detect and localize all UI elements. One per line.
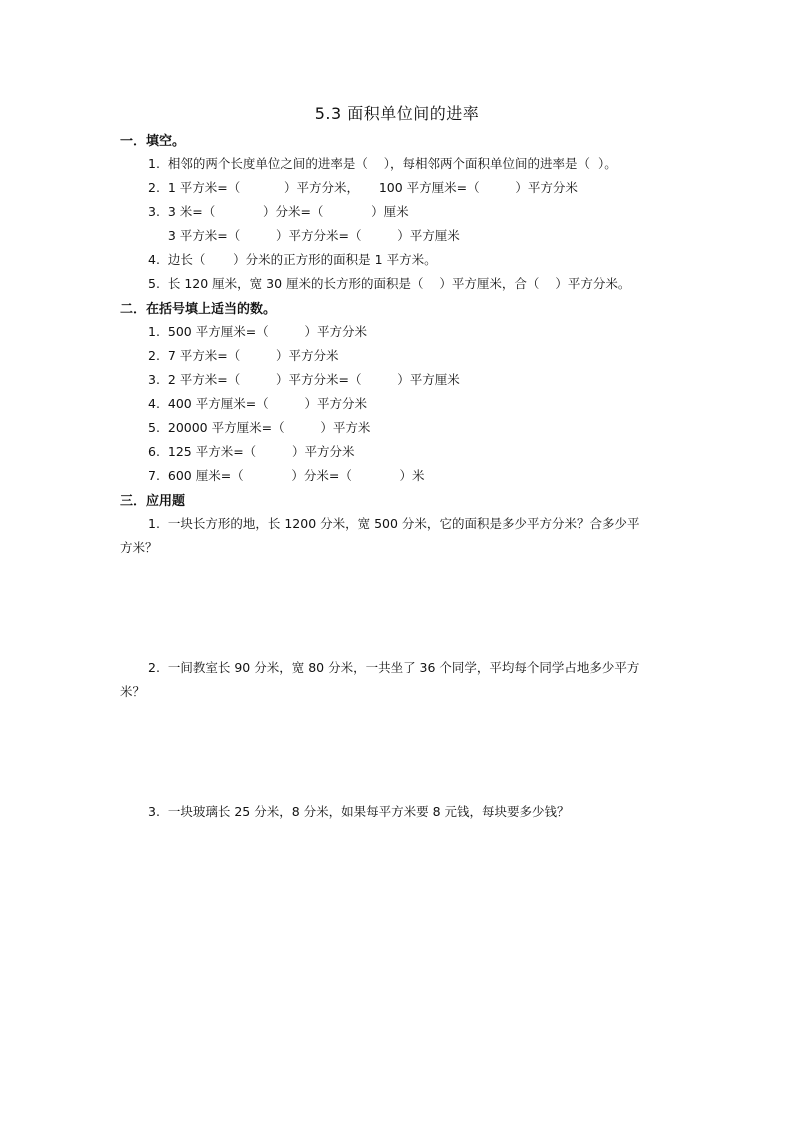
question-line: 5. 长 120 厘米，宽 30 厘米的长方形的面积是（ ）平方厘米，合（ ）平方分米。	[148, 276, 631, 291]
question-line: 2. 1 平方米=（ ）平方分米， 100 平方厘米=（ ）平方分米	[148, 180, 578, 195]
question-line: 6. 125 平方米=（ ）平方分米	[148, 444, 355, 459]
question-line: 米？	[120, 684, 146, 699]
question-line: 2. 一间教室长 90 分米，宽 80 分米，一共坐了 36 个同学，平均每个同学占地多少平方	[148, 660, 640, 675]
section-heading-word-problems: 三．应用题	[120, 494, 186, 509]
question-line: 1. 500 平方厘米=（ ）平方分米	[148, 324, 367, 339]
question-line: 3. 一块玻璃长 25 分米，8 分米，如果每平方米要 8 元钱，每块要多少钱？	[148, 804, 570, 819]
question-line: 1. 一块长方形的地，长 1200 分米，宽 500 分米，它的面积是多少平方分米？合多少平	[148, 516, 640, 531]
question-line: 1. 相邻的两个长度单位之间的进率是（ ），每相邻两个面积单位间的进率是（ ）。	[148, 156, 617, 171]
question-line: 方米？	[120, 540, 158, 555]
page-title: 5.3 面积单位间的进率	[314, 104, 480, 123]
question-line: 7. 600 厘米=（ ）分米=（ ）米	[148, 468, 425, 483]
question-line: 5. 20000 平方厘米=（ ）平方米	[148, 420, 371, 435]
question-line: 4. 边长（ ）分米的正方形的面积是 1 平方米。	[148, 252, 437, 267]
question-line: 2. 7 平方米=（ ）平方分米	[148, 348, 339, 363]
question-line: 4. 400 平方厘米=（ ）平方分米	[148, 396, 367, 411]
question-line: 3. 3 米=（ ）分米=（ ）厘米	[148, 204, 409, 219]
question-line: 3. 2 平方米=（ ）平方分米=（ ）平方厘米	[148, 372, 460, 387]
question-line: 3 平方米=（ ）平方分米=（ ）平方厘米	[148, 228, 460, 243]
section-heading-fill-blank: 一．填空。	[120, 134, 186, 149]
section-heading-brackets: 二．在括号填上适当的数。	[120, 302, 277, 317]
